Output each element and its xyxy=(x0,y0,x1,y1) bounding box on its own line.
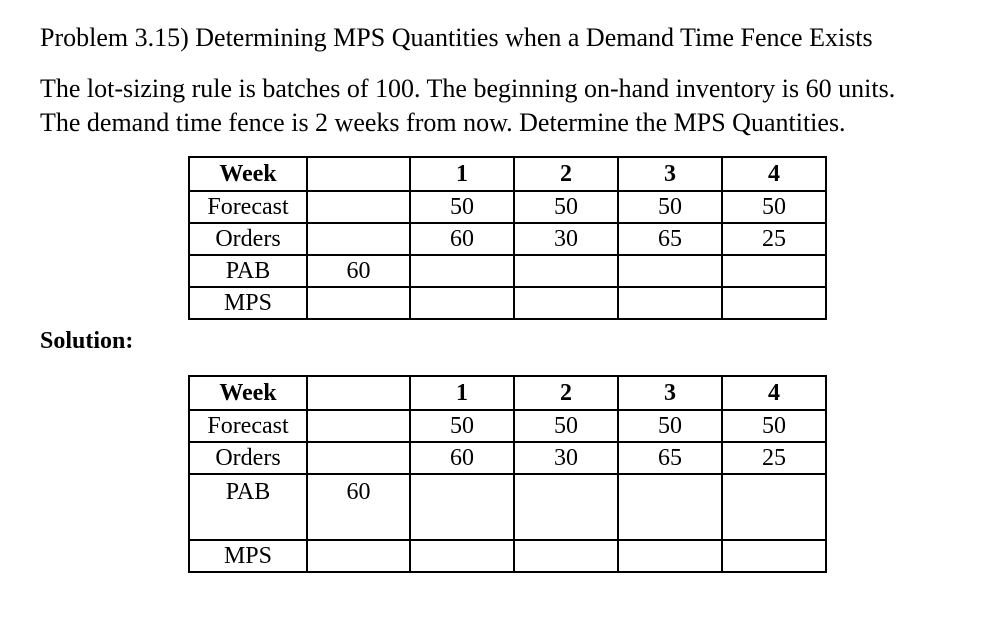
solution-label: Solution: xyxy=(40,328,134,354)
pab-week-2 xyxy=(514,255,618,287)
orders-week-4: 25 xyxy=(722,223,826,255)
week-row xyxy=(189,157,826,191)
mps-week-4 xyxy=(722,287,826,319)
forecast-label: Forecast xyxy=(189,191,307,223)
pab-initial: 60 xyxy=(307,474,410,540)
mps-week-2 xyxy=(514,540,618,572)
orders-week-3: 65 xyxy=(618,442,722,474)
pab-week-4 xyxy=(722,255,826,287)
orders-week-1: 60 xyxy=(410,223,514,255)
mps-week-3 xyxy=(618,287,722,319)
forecast-week-2: 50 xyxy=(514,410,618,442)
mps-week-1 xyxy=(410,287,514,319)
pab-week-3 xyxy=(618,474,722,540)
orders-row xyxy=(189,442,826,474)
problem-title: Problem 3.15) Determining MPS Quantities when a Demand Time Fence Exists xyxy=(40,23,873,52)
forecast-row xyxy=(189,410,826,442)
pab-initial: 60 xyxy=(307,255,410,287)
mps-label: MPS xyxy=(189,540,307,572)
week-2: 2 xyxy=(514,376,618,410)
forecast-week-4: 50 xyxy=(722,191,826,223)
week-4: 4 xyxy=(722,157,826,191)
mps-week-1 xyxy=(410,540,514,572)
week-1: 1 xyxy=(410,376,514,410)
mps-blank xyxy=(307,540,410,572)
pab-row xyxy=(189,474,826,540)
orders-blank xyxy=(307,442,410,474)
pab-row xyxy=(189,255,826,287)
mps-week-2 xyxy=(514,287,618,319)
mps-blank xyxy=(307,287,410,319)
pab-week-1 xyxy=(410,474,514,540)
mps-row xyxy=(189,287,826,319)
week-2: 2 xyxy=(514,157,618,191)
orders-week-2: 30 xyxy=(514,442,618,474)
week-3: 3 xyxy=(618,157,722,191)
week-blank xyxy=(307,376,410,410)
forecast-week-1: 50 xyxy=(410,191,514,223)
orders-label: Orders xyxy=(189,442,307,474)
orders-week-4: 25 xyxy=(722,442,826,474)
forecast-week-4: 50 xyxy=(722,410,826,442)
forecast-blank xyxy=(307,410,410,442)
week-1: 1 xyxy=(410,157,514,191)
mps-label: MPS xyxy=(189,287,307,319)
pab-label: PAB xyxy=(189,255,307,287)
orders-week-2: 30 xyxy=(514,223,618,255)
orders-blank xyxy=(307,223,410,255)
solution-mps-table xyxy=(188,375,827,573)
orders-row xyxy=(189,223,826,255)
forecast-blank xyxy=(307,191,410,223)
orders-week-1: 60 xyxy=(410,442,514,474)
pab-week-4 xyxy=(722,474,826,540)
orders-week-3: 65 xyxy=(618,223,722,255)
forecast-week-3: 50 xyxy=(618,410,722,442)
forecast-label: Forecast xyxy=(189,410,307,442)
week-label: Week xyxy=(189,157,307,191)
forecast-row xyxy=(189,191,826,223)
problem-statement xyxy=(40,72,895,140)
week-row xyxy=(189,376,826,410)
week-blank xyxy=(307,157,410,191)
problem-line-1: The lot-sizing rule is batches of 100. The beginning on-hand inventory is 60 units. xyxy=(40,74,896,103)
week-4: 4 xyxy=(722,376,826,410)
week-3: 3 xyxy=(618,376,722,410)
problem-mps-table xyxy=(188,156,827,320)
mps-row xyxy=(189,540,826,572)
mps-week-3 xyxy=(618,540,722,572)
pab-label: PAB xyxy=(189,474,307,540)
forecast-week-3: 50 xyxy=(618,191,722,223)
mps-week-4 xyxy=(722,540,826,572)
problem-line-2: The demand time fence is 2 weeks from now. Determine the MPS Quantities. xyxy=(40,108,846,137)
orders-label: Orders xyxy=(189,223,307,255)
forecast-week-1: 50 xyxy=(410,410,514,442)
pab-week-3 xyxy=(618,255,722,287)
pab-week-1 xyxy=(410,255,514,287)
week-label: Week xyxy=(189,376,307,410)
pab-week-2 xyxy=(514,474,618,540)
forecast-week-2: 50 xyxy=(514,191,618,223)
